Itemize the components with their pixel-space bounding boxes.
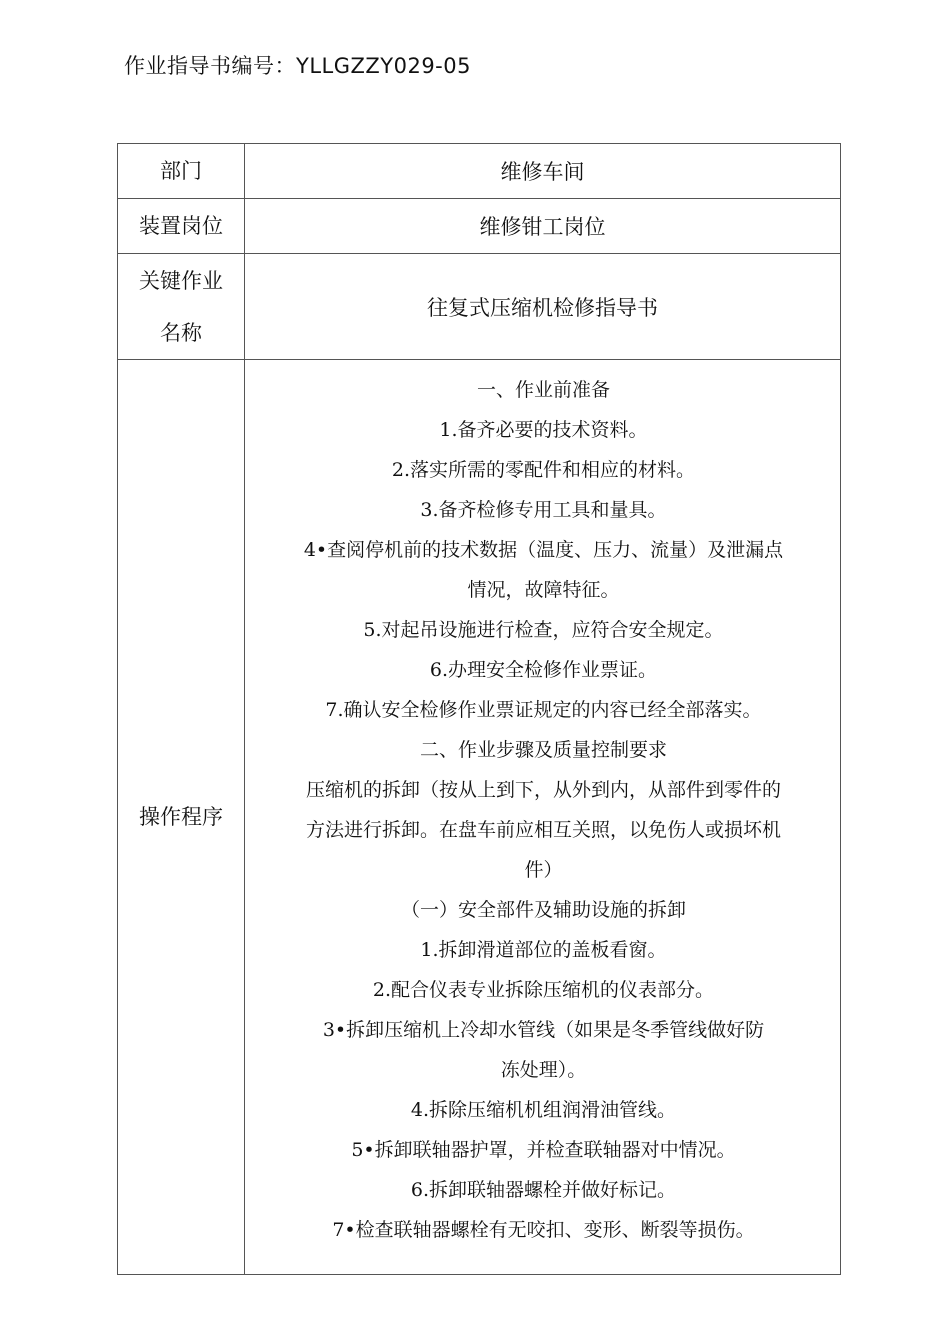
procedure-line: 情况，故障特征。: [467, 579, 620, 601]
procedure-line: 4•查阅停机前的技术数据（温度、压力、流量）及泄漏点: [303, 539, 784, 561]
procedure-line: 压缩机的拆卸（按从上到下，从外到内，从部件到零件的: [305, 779, 781, 801]
procedure-line: 7.确认安全检修作业票证规定的内容已经全部落实。: [325, 699, 762, 721]
procedure-label: 操作程序: [118, 360, 245, 1275]
procedure-line: 2.配合仪表专业拆除压缩机的仪表部分。: [372, 979, 715, 1001]
procedure-line: 5.对起吊设施进行检查，应符合安全规定。: [363, 619, 724, 641]
procedure-line: 3.备齐检修专用工具和量具。: [420, 499, 667, 521]
procedure-line: 7•检查联轴器螺栓有无咬扣、变形、断裂等损伤。: [332, 1219, 755, 1241]
task-name-label-line-2: 名称: [160, 320, 202, 345]
procedure-line: 5•拆卸联轴器护罩，并检查联轴器对中情况。: [351, 1139, 736, 1161]
procedure-line: 冻处理）。: [500, 1059, 587, 1081]
procedure-line: 一、作业前准备: [476, 379, 610, 401]
procedure-line: 1.备齐必要的技术资料。: [439, 419, 648, 441]
task-name-value: 往复式压缩机检修指导书: [245, 254, 841, 360]
table-row-task-name: [118, 254, 841, 360]
post-label: 装置岗位: [118, 199, 245, 254]
procedure-line: （一）安全部件及辅助设施的拆卸: [400, 899, 686, 921]
procedure-line: 6.拆卸联轴器螺栓并做好标记。: [410, 1179, 677, 1201]
procedure-line: 二、作业步骤及质量控制要求: [419, 739, 667, 761]
table-row-department: [118, 144, 841, 199]
instruction-table: [117, 143, 841, 1275]
department-value: 维修车间: [245, 144, 841, 199]
document-number: 作业指导书编号：YLLGZZY029-05: [124, 54, 471, 78]
procedure-line: 方法进行拆卸。在盘车前应相互关照，以免伤人或损坏机: [305, 819, 781, 841]
task-name-label: [118, 254, 245, 360]
procedure-line: 4.拆除压缩机机组润滑油管线。: [410, 1099, 677, 1121]
procedure-content: [245, 360, 841, 1275]
procedure-line: 1.拆卸滑道部位的盖板看窗。: [420, 939, 667, 961]
procedure-line: 3•拆卸压缩机上冷却水管线（如果是冬季管线做好防: [322, 1019, 765, 1041]
department-label: 部门: [118, 144, 245, 199]
procedure-line: 6.办理安全检修作业票证。: [429, 659, 658, 681]
task-name-label-line-1: 关键作业: [139, 268, 223, 293]
procedure-line: 2.落实所需的零配件和相应的材料。: [391, 459, 696, 481]
procedure-line: 件）: [524, 859, 563, 881]
table-row-post: [118, 199, 841, 254]
table-row-procedure: [118, 360, 841, 1275]
post-value: 维修钳工岗位: [245, 199, 841, 254]
